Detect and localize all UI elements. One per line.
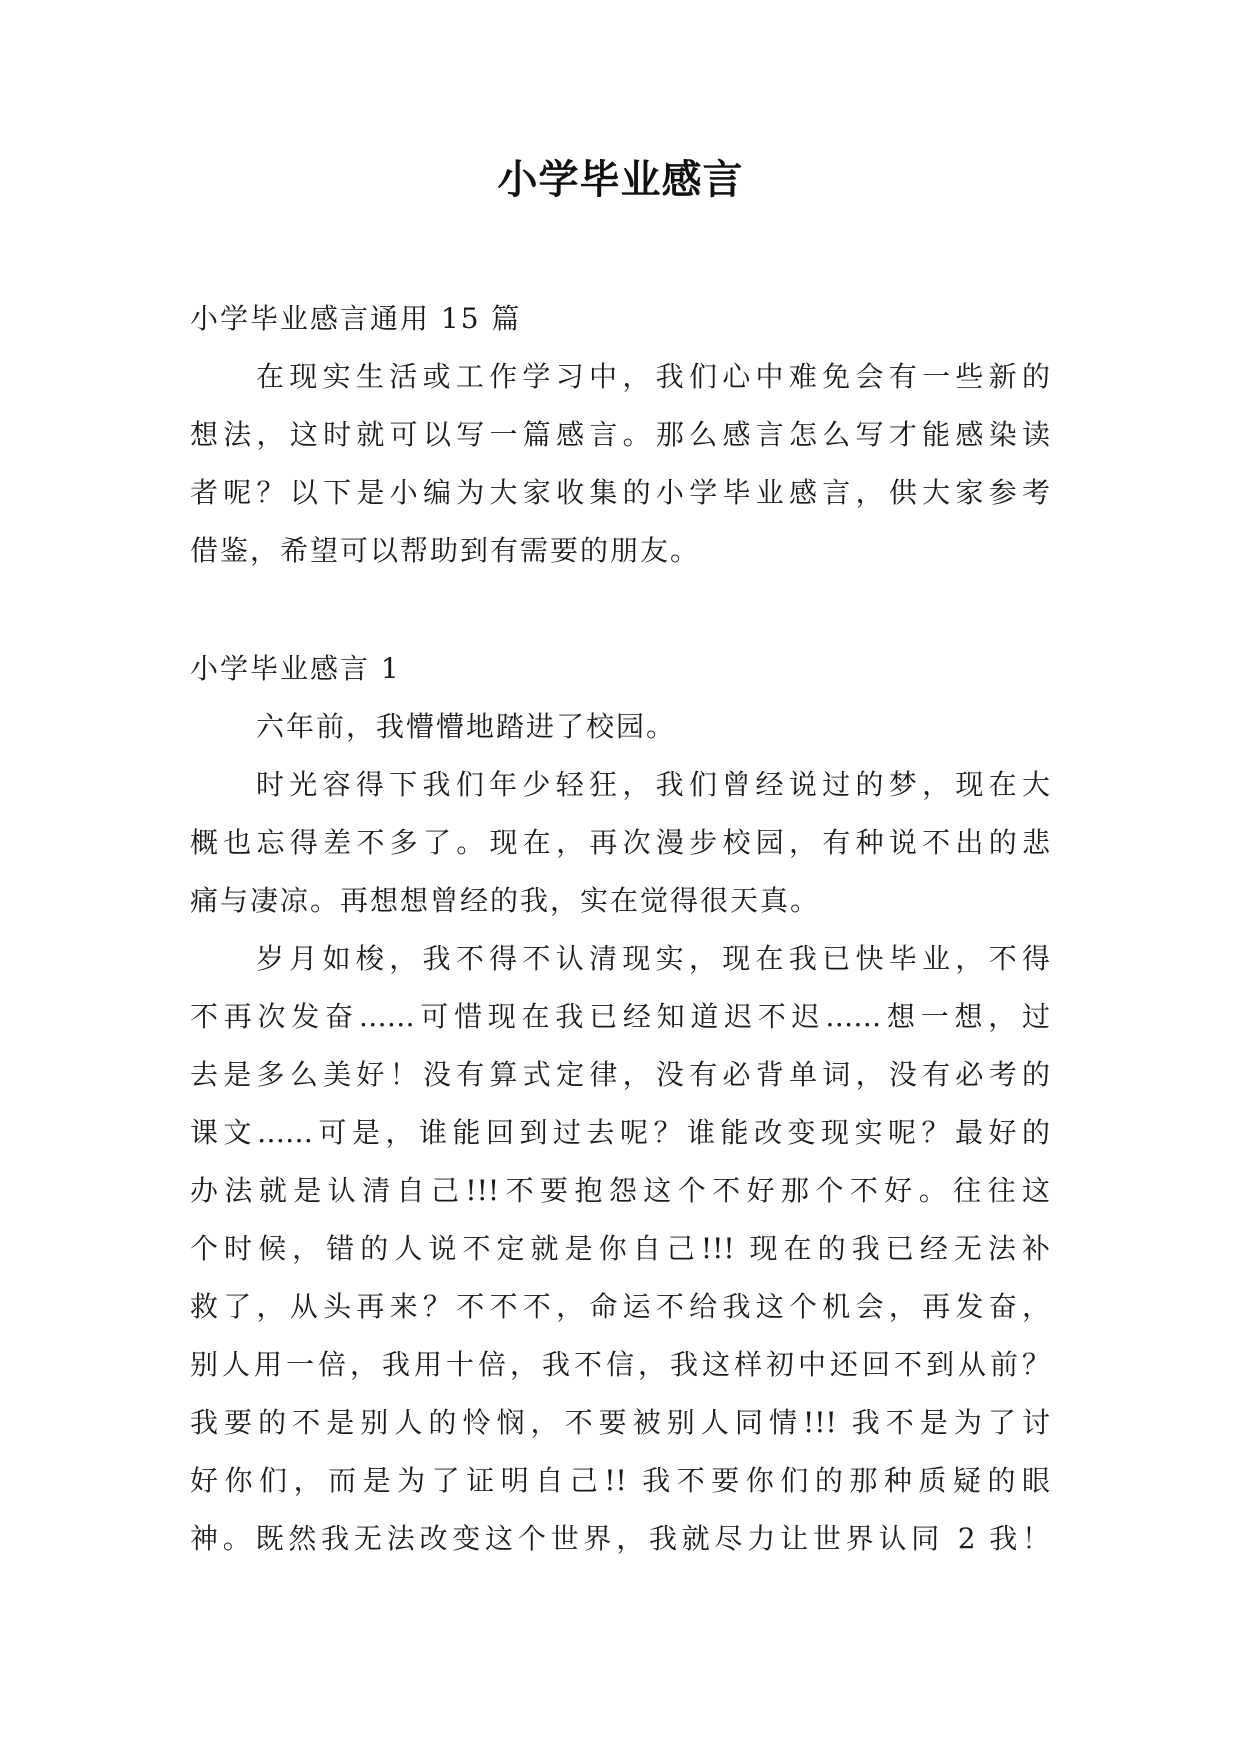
paragraph-line: 神。既然我无法改变这个世界，我就尽力让世界认同 2 我！ — [190, 1522, 1050, 1555]
paragraph-line: 痛与凄凉。再想想曾经的我，实在觉得很天真。 — [190, 884, 821, 917]
paragraph-line: 去是多么美好！没有算式定律，没有必背单词，没有必考的 — [190, 1058, 1050, 1091]
section-spacer — [190, 580, 1050, 640]
paragraph-line: 课文……可是，谁能回到过去呢？谁能改变现实呢？最好的 — [190, 1116, 1050, 1149]
paragraph-line: 岁月如梭，我不得不认清现实，现在我已快毕业，不得 — [256, 942, 1050, 975]
paragraph-line: 我要的不是别人的怜悯，不要被别人同情!!! 我不是为了讨 — [190, 1406, 1050, 1439]
intro-line: 在现实生活或工作学习中，我们心中难免会有一些新的 — [256, 360, 1050, 393]
paragraph-line: 个时候，错的人说不定就是你自己!!! 现在的我已经无法补 — [190, 1232, 1050, 1265]
intro-line: 想法，这时就可以写一篇感言。那么感言怎么写才能感染读 — [190, 418, 1050, 451]
section-heading: 小学毕业感言 1 — [190, 652, 401, 685]
intro-line: 借鉴，希望可以帮助到有需要的朋友。 — [190, 534, 701, 567]
paragraph-line: 时光容得下我们年少轻狂，我们曾经说过的梦，现在大 — [256, 768, 1050, 801]
paragraph-line: 办法就是认清自己!!!不要抱怨这个不好那个不好。往往这 — [190, 1174, 1050, 1207]
paragraph-line: 好你们，而是为了证明自己!! 我不要你们的那种质疑的眼 — [190, 1464, 1050, 1497]
document-heading: 小学毕业感言通用 15 篇 — [190, 302, 522, 335]
document-body — [190, 290, 1050, 1568]
paragraph-line: 救了，从头再来？不不不，命运不给我这个机会，再发奋， — [190, 1290, 1050, 1323]
paragraph-line: 六年前，我懵懵地踏进了校园。 — [256, 710, 677, 743]
paragraph-line: 别人用一倍，我用十倍，我不信，我这样初中还回不到从前？ — [190, 1348, 1050, 1381]
document-title: 小学毕业感言 — [497, 157, 744, 203]
paragraph-line: 不再次发奋……可惜现在我已经知道迟不迟……想一想，过 — [190, 1000, 1050, 1033]
paragraph-line: 概也忘得差不多了。现在，再次漫步校园，有种说不出的悲 — [190, 826, 1050, 859]
intro-line: 者呢？以下是小编为大家收集的小学毕业感言，供大家参考 — [190, 476, 1050, 509]
